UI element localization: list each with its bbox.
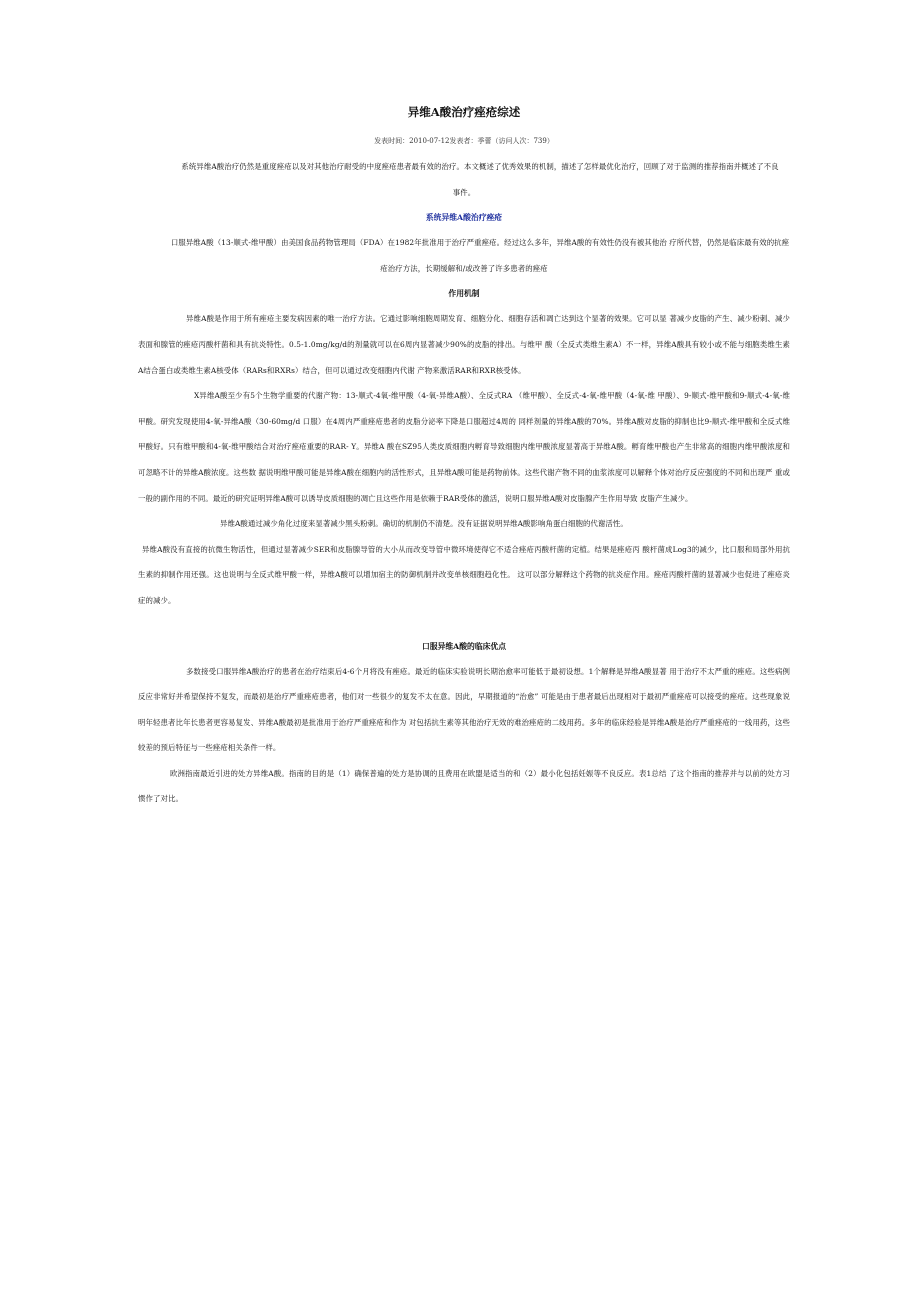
section-heading-mechanism: 作用机制	[448, 289, 480, 299]
paragraph-mechanism-1: 异维A酸是作用于所有痤疮主要发病因素的唯一治疗方法。它通过影响细胞周期发育、细胞分化、细胞存活和凋亡达到这个显著的效果。它可以显 著减少皮脂的产生、减少粉刺、减少表面和腺管的痤疮丙酸杆菌和具有抗炎特性。0.5-1.0mg/kg/d的剂量就可以在6周内显著减少90%的皮脂的排出。与维甲 酸（全反式类维生素A）不一样，异维A酸具有较小或不能与细胞类维生素A结合蛋白或类维生素A核受体（RARs和RXRs）结合，但可以通过改变细胞内代谢 产物来激活RAR和RXR核受体。	[138, 314, 790, 375]
section-heading-systemic: 系统异维A酸治疗痤疮	[425, 213, 503, 223]
paragraph-mechanism-3: 异维A酸通过减少角化过度来显著减少黑头粉刺。确切的机制仍不清楚。没有证据说明异维A酸影响角蛋白细胞的代谢活性。	[220, 519, 628, 529]
paragraph-mechanism-4: 异维A酸没有直接的抗微生物活性，但通过显著减少SER和皮脂腺导管的大小从而改变导管中微环境使得它不适合痤疮丙酸杆菌的定植。结果是痤疮丙 酸杆菌成Log3的减少，比口服和局部外用抗生素的抑制作用还强。这也说明与全反式维甲酸一样，异维A酸可以增加宿主的防御机制并改变单核细胞趋化性。 这可以部分解释这个药物的抗炎症作用。痤疮丙酸杆菌的显著减少也促进了痤疮炎症的减少。	[138, 544, 790, 605]
publish-meta: 发表时间：2010-07-12发表者：季蕾（访问人次：739）	[374, 137, 554, 145]
intro-paragraph: 系统异维A酸治疗仍然是重度痤疮以及对其他治疗耐受的中度痤疮患者最有效的治疗。本文概述了优秀效果的机制，描述了怎样最优化治疗，回顾了对于监测的推荐指南并概述了不良事件。	[181, 162, 779, 197]
paragraph-systemic: 口服异维A酸（13-顺式-维甲酸）由美国食品药物管理局（FDA）在1982年批准用于治疗严重痤疮。经过这么多年，异维A酸的有效性仍没有被其他治 疗所代替，仍然是临床最有效的抗痤疮治疗方法，长期缓解和/或改善了许多患者的痤疮	[170, 238, 790, 273]
paragraph-clinical-1: 多数接受口服异维A酸治疗的患者在治疗结束后4-6个月将没有痤疮。最近的临床实验说明长期治愈率可能低于最初设想。1个解释是异维A酸显著 用于治疗不太严重的痤疮。这些病例反应非常好并希望保持不复发，而最初是治疗严重痤疮患者，他们对一些很少的复发不太在意。因此，早期报道的“治愈” 可能是由于患者最后出现相对于最初严重痤疮可以接受的痤疮。这些现象说明年轻患者比年长患者更容易复发、异维A酸最初是批准用于治疗严重痤疮和作为 对包括抗生素等其他治疗无效的难治痤疮的二线用药。多年的临床经验是异维A酸是治疗严重痤疮的一线用药，这些较差的预后特征与一些痤疮相关条件一样。	[138, 666, 790, 753]
paragraph-clinical-2: 欧洲指南最近引进的处方异维A酸。指南的目的是（1）确保普遍的处方是协调的且费用在欧盟是适当的和（2）最小化包括妊娠等不良反应。表1总结 了这个指南的推荐并与以前的处方习惯作了对比。	[138, 768, 790, 804]
article-body	[138, 98, 790, 812]
paragraph-mechanism-2: X异维A酸至少有5个生物学重要的代谢产物：13-顺式-4氧-维甲酸（4-氧-异维A酸）、全反式RA （维甲酸）、全反式-4-氧-维甲酸（4-氧-维 甲酸）、9-顺式-维甲酸和9-顺式-4-氧-维甲酸。研究发现使用4-氧-异维A酸（30-60mg/d 口服）在4周内严重痤疮患者的皮脂分泌率下降是口服超过4周的 同样剂量的异维A酸的70%。异维A酸对皮脂的抑制也比9-顺式-维甲酸和全反式维甲酸好。只有维甲酸和4-氧-维甲酸结合对治疗痤疮重要的RAR- Y。异维A 酸在SZ95人类皮质细胞内孵育导致细胞内维甲酸浓度显著高于异维A酸。孵育维甲酸也产生非常高的细胞内维甲酸浓度和可忽略不计的异维A酸浓度。这些数 据说明维甲酸可能是异维A酸在细胞内的活性形式，且异维A酸可能是药物前体。这些代谢产物不同的血浆浓度可以解释个体对治疗反应强度的不同和出现严 重或一般的副作用的不同。最近的研究证明异维A酸可以诱导皮质细胞的凋亡且这些作用是依赖于RAR受体的激活，说明口服异维A酸对皮脂腺产生作用导致 皮脂产生减少。	[138, 391, 790, 503]
page-title: 异维A酸治疗痤疮综述	[407, 105, 521, 119]
section-heading-clinical: 口服异维A酸的临床优点	[421, 641, 507, 651]
